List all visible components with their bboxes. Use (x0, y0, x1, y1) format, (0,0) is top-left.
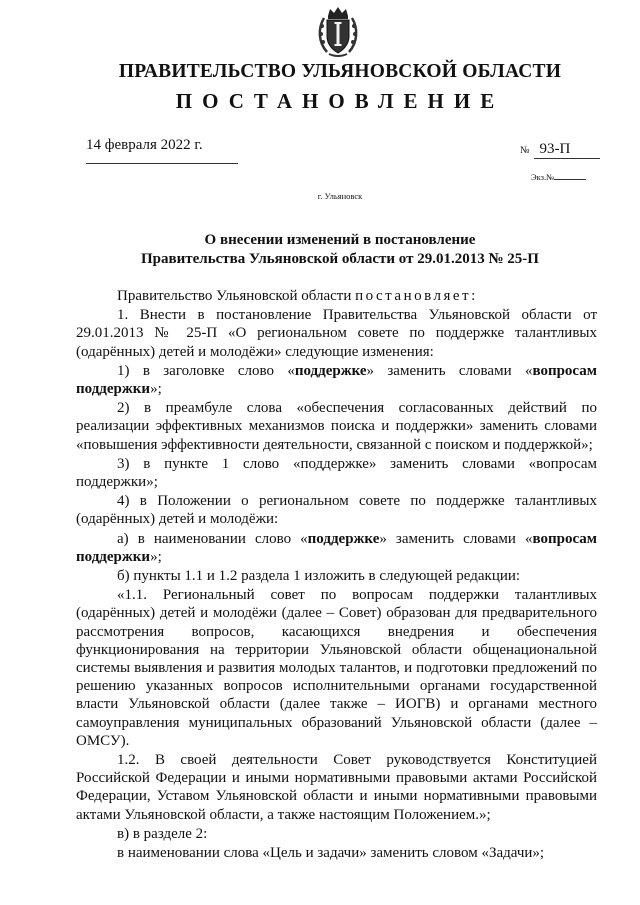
document-body (76, 287, 597, 862)
intro-lead: Правительство Ульяновской области (117, 288, 352, 304)
intro-verb: постановляет: (355, 288, 478, 304)
item-1: 1. Внести в постановление Правительства Ульяновской области от 29.01.2013 № 25-П «О региональном совете по поддержке талантливых (одарённых) детей и молодёжи» следующие изменения: (76, 307, 597, 360)
number-value: 93-П (534, 141, 600, 159)
intro-paragraph (76, 287, 597, 305)
document-title (60, 231, 620, 269)
item-1-4: 4) в Положении о региональном совете по поддержке талантливых (одарённых) детей и молодёжи: (76, 493, 597, 528)
item-a-mid: » заменить словами « (379, 530, 533, 547)
ulyanovsk-coat-of-arms-icon (315, 4, 361, 58)
item-1-1-post: »; (150, 381, 162, 398)
number-label: № (520, 145, 530, 156)
quote-1-2: 1.2. В своей деятельности Совет руководствуется Конституцией Российской Федерации и иными нормативными правовыми актами Российской Федерации, Уставом Ульяновской области и иными нормативными правовыми актами Ульяновской области, а также настоящим Положением.»; (76, 752, 597, 823)
title-line-2: Правительства Ульяновской области от 29.01.2013 № 25-П (141, 251, 539, 267)
document-type: ПОСТАНОВЛЕНИЕ (175, 89, 505, 113)
document-number (520, 141, 600, 159)
document-date: 14 февраля 2022 г. (86, 137, 203, 153)
item-1-3: 3) в пункте 1 слово «поддержке» заменить словами «вопросам поддержки»; (76, 455, 597, 491)
item-1-1-pre: 1) в заголовке слово « (117, 362, 295, 379)
item-1-1 (76, 362, 597, 398)
copy-underline (554, 179, 586, 180)
item-1-1-bold-2: вопросам поддержки (76, 362, 597, 398)
city: г. Ульяновск (317, 191, 363, 201)
item-a-bold-1: поддержке (307, 530, 380, 547)
item-a-pre: а) в наименовании слово « (117, 530, 308, 547)
item-a-post: »; (150, 548, 162, 565)
quote-1-1: «1.1. Региональный совет по вопросам поддержки талантливых (одарённых) детей и молодёжи (далее – Совет) образован для предварительного рассмотрения вопросов, касающихся внедрения и обеспечения функционирования на территории Ульяновской области общенациональной системы выявления и развития молодых талантов, и подготовки предложений по решению указанных вопросов исполнительными органами государственной власти Ульяновской области (далее также – ИОГВ) и органами местного самоуправления муниципальных образований Ульяновской области (далее – ОМСУ). (76, 587, 597, 749)
copy-label: Экз.№ (531, 172, 555, 182)
item-b: б) пункты 1.1 и 1.2 раздела 1 изложить в следующей редакции: (117, 568, 521, 585)
item-a-bold-2: вопросам поддержки (76, 530, 598, 565)
title-line-1: О внесении изменений в постановление (204, 232, 476, 248)
item-1-1-bold-1: поддержке (294, 362, 367, 379)
item-a (76, 530, 597, 566)
item-1-1-mid: » заменить словами « (366, 362, 533, 379)
organization-name: ПРАВИТЕЛЬСТВО УЛЬЯНОВСКОЙ ОБЛАСТИ (118, 61, 562, 82)
item-v-1: в наименовании слова «Цель и задачи» заменить словом «Задачи»; (117, 845, 545, 862)
item-1-2: 2) в преамбуле слова «обеспечения согласованных действий по реализации эффективных механизмов поиска и поддержки» заменить словами «повышения эффективности деятельности, связанной с поиском и поддержкой»; (76, 400, 597, 453)
copy-number (531, 172, 586, 182)
date-underline (86, 163, 238, 164)
item-v: в) в разделе 2: (117, 825, 208, 842)
